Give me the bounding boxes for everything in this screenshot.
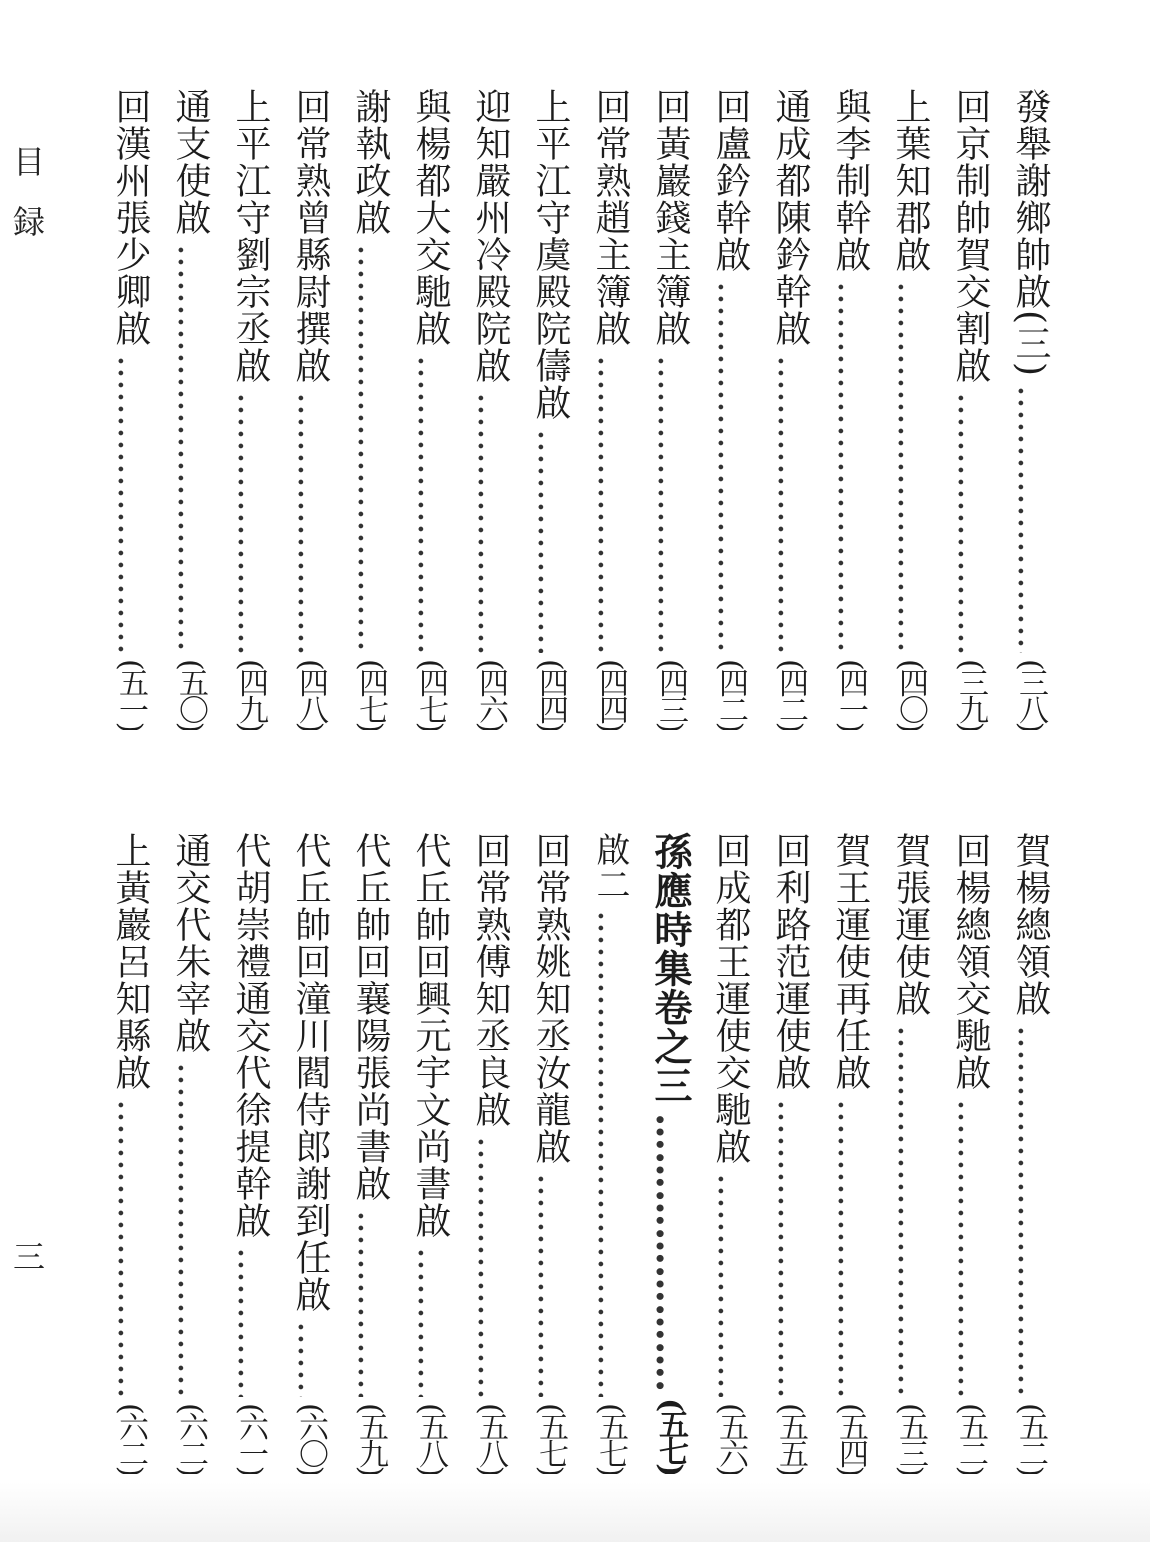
- dot-leader: [880, 281, 940, 653]
- toc-entry: [1000, 832, 1060, 1474]
- entry-page: (四七): [413, 658, 448, 730]
- dot-leader: [1000, 1025, 1060, 1397]
- entry-title: 上葉知郡啟: [890, 88, 931, 273]
- dot-leader: [940, 1099, 1000, 1397]
- dot-leader: [700, 1173, 760, 1397]
- volume-heading: [640, 832, 700, 1474]
- dot-leader: [520, 429, 580, 653]
- entry-title: 與楊都大交馳啟: [410, 88, 451, 347]
- entry-page: (四三): [653, 658, 688, 730]
- toc-entry: [880, 832, 940, 1474]
- entry-title: 回常熟曾縣尉撰啟: [290, 88, 331, 384]
- toc-entry: [220, 88, 280, 730]
- toc-lower-block: [100, 832, 1060, 1474]
- section-heading: [580, 832, 640, 1474]
- entry-page: (五〇): [173, 658, 208, 730]
- entry-title: 發舉謝鄉帥啟(三): [1010, 88, 1051, 378]
- entry-title: 回漢州張少卿啟: [110, 88, 151, 347]
- entry-page: (四九): [233, 658, 268, 730]
- toc-entry: [340, 832, 400, 1474]
- entry-page: (四四): [533, 658, 568, 730]
- dot-leader: [400, 1247, 460, 1397]
- entry-page: (五四): [833, 1402, 868, 1474]
- entry-page: (四二): [773, 658, 808, 730]
- toc-entry: [160, 88, 220, 730]
- entry-page: (六〇): [293, 1402, 328, 1474]
- entry-page: (四四): [593, 658, 628, 730]
- entry-title: 上黃巖呂知縣啟: [110, 832, 151, 1091]
- entry-page: (五三): [893, 1402, 928, 1474]
- dot-leader: [340, 1210, 400, 1397]
- toc-entry: [520, 832, 580, 1474]
- entry-page: (五九): [353, 1402, 388, 1474]
- dot-leader: [460, 392, 520, 653]
- dot-leader: [100, 1099, 160, 1397]
- entry-page: (四二): [713, 658, 748, 730]
- entry-page: (六二): [173, 1402, 208, 1474]
- toc-entry: [880, 88, 940, 730]
- entry-page: (五五): [773, 1402, 808, 1474]
- dot-leader: [280, 392, 340, 653]
- dot-leader: [160, 244, 220, 653]
- dot-leader: [280, 1321, 340, 1397]
- entry-page: (五一): [113, 658, 148, 730]
- entry-title: 通交代朱宰啟: [170, 832, 211, 1054]
- entry-title: 上平江守虞殿院儔啟: [530, 88, 571, 421]
- toc-entry: [760, 88, 820, 730]
- toc-entry: [700, 88, 760, 730]
- entry-page: (三八): [1013, 658, 1048, 730]
- dot-leader: [400, 355, 460, 653]
- entry-title: 通支使啟: [170, 88, 211, 236]
- dot-leader: [640, 1113, 700, 1392]
- entry-page: (五八): [473, 1402, 508, 1474]
- entry-page: (六二): [113, 1402, 148, 1474]
- entry-page: (四六): [473, 658, 508, 730]
- dot-leader: [820, 1099, 880, 1397]
- dot-leader: [1000, 385, 1060, 652]
- entry-title: 回常熟趙主簿啟: [590, 88, 631, 347]
- section-title: 啟二: [590, 832, 630, 902]
- entry-title: 回京制帥賀交割啟: [950, 88, 991, 384]
- toc-entry: [160, 832, 220, 1474]
- dot-leader: [880, 1025, 940, 1397]
- dot-leader: [760, 355, 820, 653]
- toc-entry: [520, 88, 580, 730]
- entry-page: (六一): [233, 1402, 268, 1474]
- toc-entry: [460, 832, 520, 1474]
- entry-page: (五六): [713, 1402, 748, 1474]
- toc-entry: [100, 832, 160, 1474]
- scan-bottom-shade: [0, 1482, 1150, 1542]
- entry-page: (五八): [413, 1402, 448, 1474]
- entry-title: 代胡崇禮通交代徐提幹啟: [230, 832, 271, 1239]
- volume-title: 孫應時集卷之三: [648, 832, 693, 1105]
- entry-page: (五二): [953, 1402, 988, 1474]
- toc-entry: [760, 832, 820, 1474]
- entry-page: (四〇): [893, 658, 928, 730]
- entry-page: (五七): [533, 1402, 568, 1474]
- entry-page: (五七): [593, 1402, 628, 1474]
- dot-leader: [640, 355, 700, 653]
- entry-page: (四七): [353, 658, 388, 730]
- dot-leader: [940, 392, 1000, 653]
- toc-entry: [640, 88, 700, 730]
- entry-title: 回成都王運使交馳啟: [710, 832, 751, 1165]
- toc-entry: [700, 832, 760, 1474]
- toc-entry: [1000, 88, 1060, 730]
- dot-leader: [220, 392, 280, 653]
- dot-leader: [100, 355, 160, 653]
- entry-title: 回楊總領交馳啟: [950, 832, 991, 1091]
- entry-page: (四八): [293, 658, 328, 730]
- dot-leader: [340, 244, 400, 653]
- toc-entry: [280, 832, 340, 1474]
- dot-leader: [460, 1136, 520, 1397]
- entry-title: 代丘帥回潼川閻侍郎謝到任啟: [290, 832, 331, 1313]
- dot-leader: [580, 355, 640, 653]
- dot-leader: [160, 1062, 220, 1397]
- entry-page: (五七): [653, 1397, 688, 1474]
- toc-upper-block: [100, 88, 1060, 730]
- entry-title: 迎知嚴州冷殿院啟: [470, 88, 511, 384]
- toc-entry: [100, 88, 160, 730]
- dot-leader: [700, 281, 760, 653]
- dot-leader: [220, 1247, 280, 1397]
- entry-title: 謝執政啟: [350, 88, 391, 236]
- toc-entry: [820, 832, 880, 1474]
- entry-title: 回常熟傅知丞良啟: [470, 832, 511, 1128]
- toc-entry: [400, 88, 460, 730]
- entry-title: 與李制幹啟: [830, 88, 871, 273]
- entry-page: (三九): [953, 658, 988, 730]
- entry-title: 回常熟姚知丞汝龍啟: [530, 832, 571, 1165]
- toc-entry: [340, 88, 400, 730]
- toc-entry: [940, 88, 1000, 730]
- toc-entry: [820, 88, 880, 730]
- entry-title: 通成都陳鈐幹啟: [770, 88, 811, 347]
- toc-entry: [580, 88, 640, 730]
- entry-title: 代丘帥回興元宇文尚書啟: [410, 832, 451, 1239]
- entry-title: 回盧鈐幹啟: [710, 88, 751, 273]
- dot-leader: [580, 910, 640, 1397]
- entry-title: 回利路范運使啟: [770, 832, 811, 1091]
- entry-page: (五二): [1013, 1402, 1048, 1474]
- toc-entry: [280, 88, 340, 730]
- dot-leader: [760, 1099, 820, 1397]
- entry-page: (四一): [833, 658, 868, 730]
- entry-title: 賀王運使再任啟: [830, 832, 871, 1091]
- toc-entry: [220, 832, 280, 1474]
- entry-title: 賀楊總領啟: [1010, 832, 1051, 1017]
- entry-title: 賀張運使啟: [890, 832, 931, 1017]
- running-head: 目録: [8, 145, 46, 265]
- toc-entry: [460, 88, 520, 730]
- dot-leader: [520, 1173, 580, 1397]
- dot-leader: [820, 281, 880, 653]
- toc-entry: [940, 832, 1000, 1474]
- entry-title: 代丘帥回襄陽張尚書啟: [350, 832, 391, 1202]
- entry-title: 回黃巖錢主簿啟: [650, 88, 691, 347]
- entry-title: 上平江守劉宗丞啟: [230, 88, 271, 384]
- toc-entry: [400, 832, 460, 1474]
- page-number: 三: [8, 1240, 46, 1272]
